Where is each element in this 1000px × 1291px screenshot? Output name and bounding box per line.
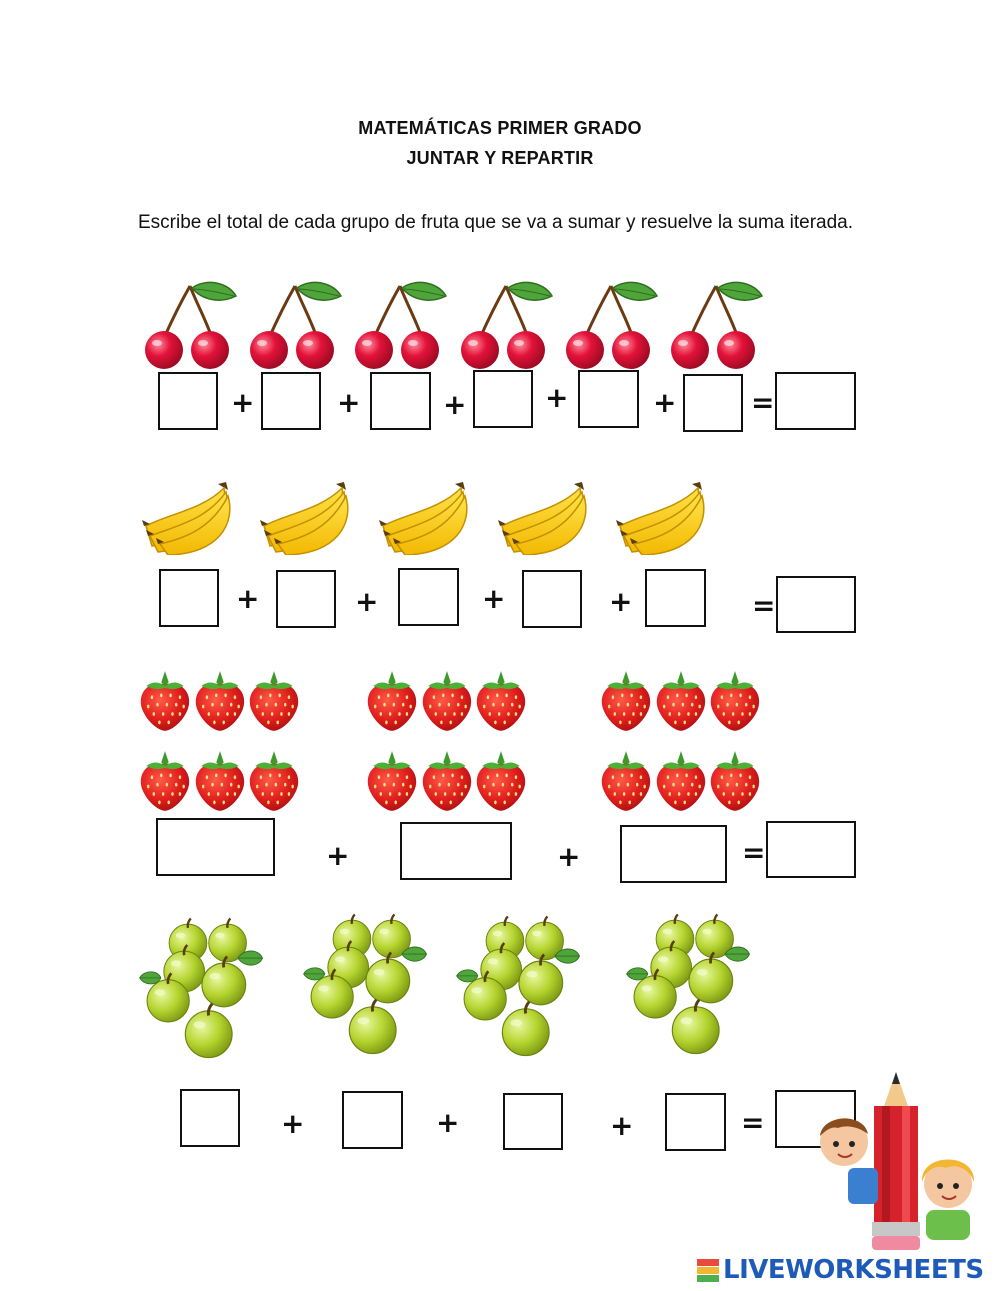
strawberry-image [192, 744, 248, 816]
answer-box[interactable] [342, 1091, 403, 1149]
answer-box[interactable] [158, 372, 218, 430]
equals-sign: = [752, 589, 776, 622]
banana-image [377, 480, 477, 555]
cherry-image [245, 280, 345, 370]
cherry-image [456, 280, 556, 370]
banana-image [258, 480, 358, 555]
strawberry-image [598, 744, 654, 816]
strawberry-image [707, 664, 763, 736]
answer-box[interactable] [400, 822, 512, 880]
plus-sign: + [236, 582, 260, 615]
plus-sign: + [545, 381, 569, 414]
answer-box[interactable] [156, 818, 275, 876]
cherry-image [140, 280, 240, 370]
strawberry-image [419, 744, 475, 816]
plus-sign: + [355, 585, 379, 618]
total-box[interactable] [776, 576, 856, 633]
answer-box[interactable] [645, 569, 706, 627]
answer-box[interactable] [398, 568, 459, 626]
answer-box[interactable] [578, 370, 639, 428]
plus-sign: + [443, 388, 467, 421]
strawberry-image [364, 744, 420, 816]
strawberry-image [653, 664, 709, 736]
plus-sign: + [281, 1107, 305, 1140]
answer-box[interactable] [503, 1093, 563, 1150]
worksheet-title: MATEMÁTICAS PRIMER GRADO [358, 118, 642, 138]
strawberry-image [192, 664, 248, 736]
plus-sign: + [326, 839, 350, 872]
apple-cluster-image [302, 912, 434, 1064]
cherry-image [350, 280, 450, 370]
banana-image [140, 480, 240, 555]
plus-sign: + [609, 585, 633, 618]
liveworksheets-logo-icon [697, 1259, 719, 1282]
instructions-text: Escribe el total de cada grupo de fruta que se va a sumar y resuelve la suma iterada. [138, 212, 854, 233]
strawberry-image [137, 664, 193, 736]
apple-cluster-image [625, 912, 757, 1064]
cherry-image [561, 280, 661, 370]
equals-sign: = [741, 1106, 765, 1139]
plus-sign: + [653, 386, 677, 419]
kids-pencil-illustration [808, 1072, 980, 1252]
answer-box[interactable] [180, 1089, 240, 1147]
strawberry-image [246, 664, 302, 736]
answer-box[interactable] [276, 570, 336, 628]
apple-cluster-image [138, 916, 270, 1068]
strawberry-image [419, 664, 475, 736]
banana-image [496, 480, 596, 555]
plus-sign: + [436, 1106, 460, 1139]
plus-sign: + [610, 1109, 634, 1142]
answer-box[interactable] [261, 372, 321, 430]
banana-image [614, 480, 714, 555]
apple-cluster-image [455, 914, 587, 1066]
liveworksheets-brand [697, 1254, 984, 1286]
strawberry-image [473, 664, 529, 736]
answer-box[interactable] [620, 825, 727, 883]
plus-sign: + [557, 840, 581, 873]
brand-text: LIVEWORKSHEETS [723, 1255, 984, 1285]
total-box[interactable] [766, 821, 856, 878]
plus-sign: + [482, 582, 506, 615]
cherry-image [666, 280, 766, 370]
plus-sign: + [337, 386, 361, 419]
strawberry-image [653, 744, 709, 816]
plus-sign: + [231, 386, 255, 419]
total-box[interactable] [775, 372, 856, 430]
answer-box[interactable] [370, 372, 431, 430]
strawberry-image [598, 664, 654, 736]
strawberry-image [473, 744, 529, 816]
answer-box[interactable] [473, 370, 533, 428]
strawberry-image [707, 744, 763, 816]
answer-box[interactable] [683, 374, 743, 432]
worksheet-subtitle: JUNTAR Y REPARTIR [406, 148, 594, 168]
strawberry-image [364, 664, 420, 736]
strawberry-image [137, 744, 193, 816]
equals-sign: = [742, 836, 766, 869]
answer-box[interactable] [522, 570, 582, 628]
answer-box[interactable] [665, 1093, 726, 1151]
strawberry-image [246, 744, 302, 816]
equals-sign: = [751, 386, 775, 419]
answer-box[interactable] [159, 569, 219, 627]
